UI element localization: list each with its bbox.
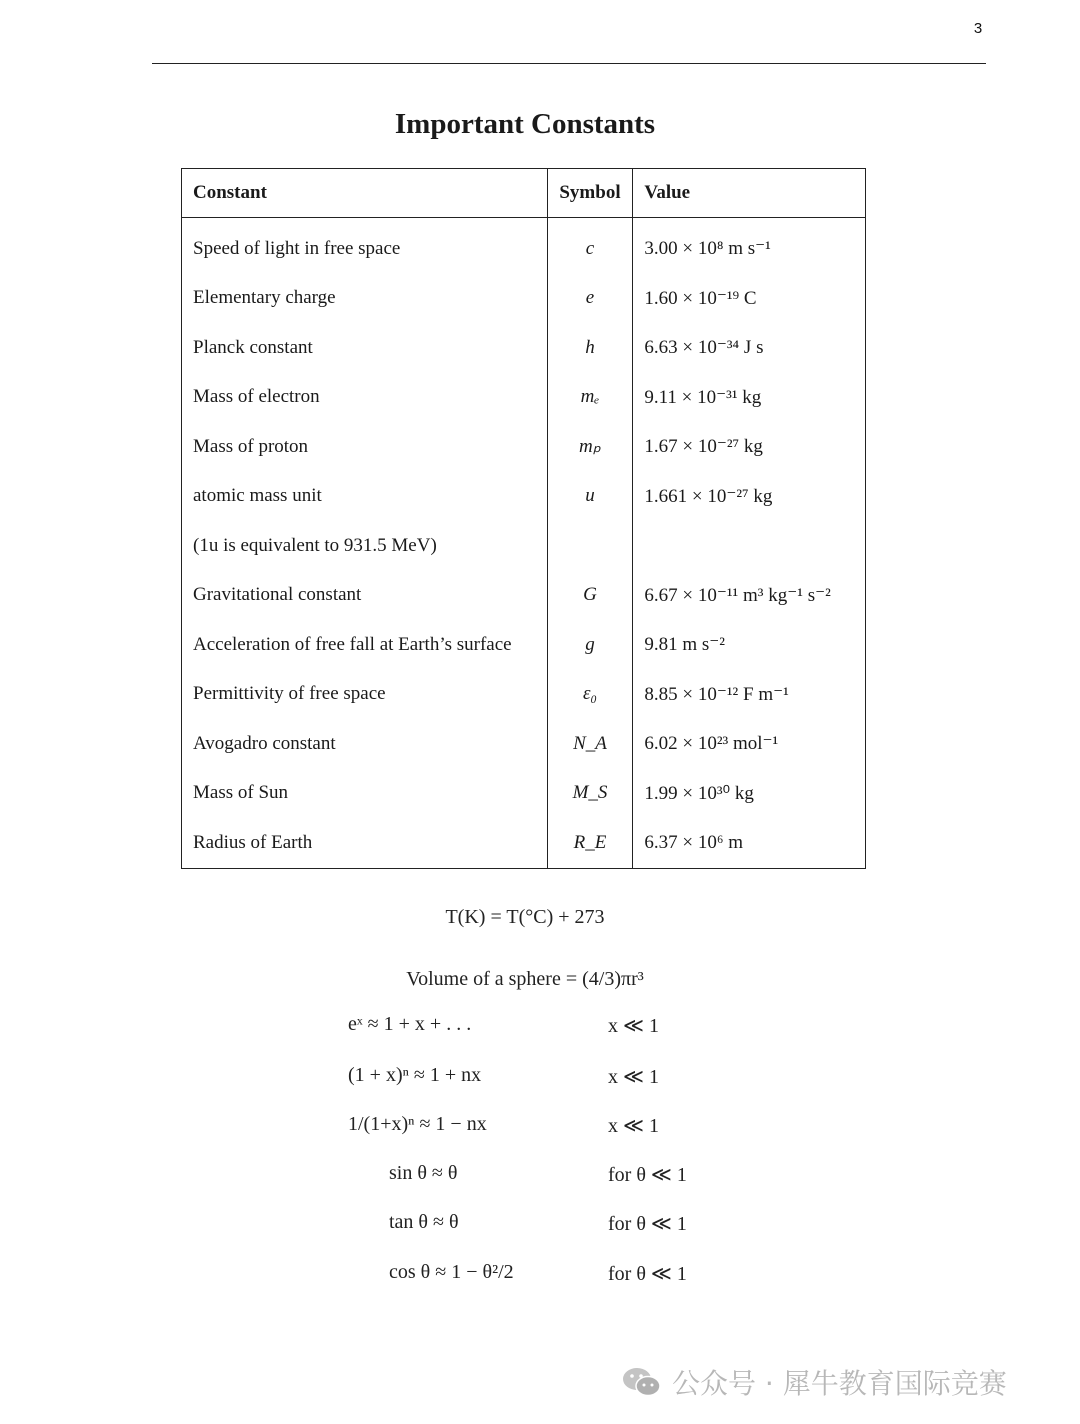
- approx-expression: cos θ ≈ 1 − θ²/2: [389, 1261, 514, 1283]
- constant-value: 6.67 × 10⁻¹¹ m³ kg⁻¹ s⁻²: [644, 584, 831, 606]
- approx-condition: for θ ≪ 1: [608, 1164, 687, 1186]
- approx-expression: eˣ ≈ 1 + x + . . .: [348, 1013, 472, 1035]
- table-row: [182, 571, 866, 621]
- constant-name: Acceleration of free fall at Earth’s surface: [182, 620, 548, 670]
- constants-table: [181, 168, 866, 869]
- constant-value: 9.11 × 10⁻³¹ kg: [644, 386, 762, 408]
- approx-condition: x ≪ 1: [608, 1066, 659, 1088]
- constant-value: 6.37 × 10⁶ m: [644, 831, 743, 853]
- constant-symbol: M_S: [547, 769, 633, 819]
- table-row: [182, 670, 866, 720]
- constant-symbol: G: [547, 571, 633, 621]
- table-header-row: [182, 169, 866, 218]
- constant-value: 1.60 × 10⁻¹⁹ C: [644, 287, 757, 309]
- table-row: [182, 620, 866, 670]
- constant-name: atomic mass unit: [182, 472, 548, 522]
- watermark: [622, 1362, 1052, 1402]
- constant-name: Avogadro constant: [182, 719, 548, 769]
- constant-name: Elementary charge: [182, 274, 548, 324]
- constant-symbol: g: [547, 620, 633, 670]
- table-row: [182, 472, 866, 522]
- constant-name: Planck constant: [182, 323, 548, 373]
- table-row: [182, 373, 866, 423]
- constant-name: (1u is equivalent to 931.5 MeV): [182, 521, 548, 571]
- table-row: [182, 769, 866, 819]
- page-number: 3: [973, 20, 983, 37]
- constant-value: [633, 521, 866, 571]
- constant-symbol: ε₀: [547, 670, 633, 720]
- table-row: [182, 323, 866, 373]
- table-row: [182, 422, 866, 472]
- constant-value: 8.85 × 10⁻¹² F m⁻¹: [644, 683, 789, 705]
- watermark-text: 公众号 · 犀牛教育国际竞赛: [672, 1367, 1007, 1400]
- constant-name: Radius of Earth: [182, 818, 548, 868]
- approx-expression: sin θ ≈ θ: [389, 1162, 458, 1184]
- approx-condition: for θ ≪ 1: [608, 1263, 687, 1285]
- header-constant: Constant: [182, 169, 548, 218]
- table-row: [182, 818, 866, 868]
- constant-value: 1.99 × 10³⁰ kg: [644, 782, 754, 804]
- table-row: [182, 274, 866, 324]
- constant-symbol: mₚ: [547, 422, 633, 472]
- approx-condition: for θ ≪ 1: [608, 1213, 687, 1235]
- page-title: Important Constants: [394, 108, 656, 140]
- constant-value: 6.02 × 10²³ mol⁻¹: [644, 733, 779, 755]
- constant-symbol: N_A: [547, 719, 633, 769]
- sphere-volume-formula: Volume of a sphere = (4/3)πr³: [406, 968, 644, 990]
- constant-symbol: u: [547, 472, 633, 522]
- constant-value: 9.81 m s⁻²: [644, 634, 726, 656]
- constant-name: Permittivity of free space: [182, 670, 548, 720]
- constant-symbol: mₑ: [547, 373, 633, 423]
- constant-symbol: [547, 521, 633, 571]
- constant-name: Mass of electron: [182, 373, 548, 423]
- table-row: [182, 521, 866, 571]
- constant-symbol: e: [547, 274, 633, 324]
- approx-expression: 1/(1+x)ⁿ ≈ 1 − nx: [348, 1113, 487, 1135]
- table-row: [182, 218, 866, 274]
- constant-name: Mass of proton: [182, 422, 548, 472]
- constant-symbol: c: [547, 218, 633, 274]
- header-rule: [152, 63, 986, 64]
- temperature-formula: T(K) = T(°C) + 273: [445, 906, 605, 928]
- table-row: [182, 719, 866, 769]
- constant-value: 1.67 × 10⁻²⁷ kg: [644, 436, 763, 458]
- wechat-icon: [622, 1365, 662, 1399]
- header-value: Value: [633, 169, 866, 218]
- approx-condition: x ≪ 1: [608, 1015, 659, 1037]
- constant-name: Gravitational constant: [182, 571, 548, 621]
- constant-name: Mass of Sun: [182, 769, 548, 819]
- approx-expression: tan θ ≈ θ: [389, 1211, 459, 1233]
- constant-value: 1.661 × 10⁻²⁷ kg: [644, 485, 773, 507]
- constant-name: Speed of light in free space: [182, 218, 548, 274]
- constant-symbol: R_E: [547, 818, 633, 868]
- constant-value: 3.00 × 10⁸ m s⁻¹: [644, 238, 771, 260]
- constant-symbol: h: [547, 323, 633, 373]
- approx-expression: (1 + x)ⁿ ≈ 1 + nx: [348, 1064, 482, 1086]
- header-symbol: Symbol: [547, 169, 633, 218]
- constant-value: 6.63 × 10⁻³⁴ J s: [644, 337, 764, 359]
- approx-condition: x ≪ 1: [608, 1115, 659, 1137]
